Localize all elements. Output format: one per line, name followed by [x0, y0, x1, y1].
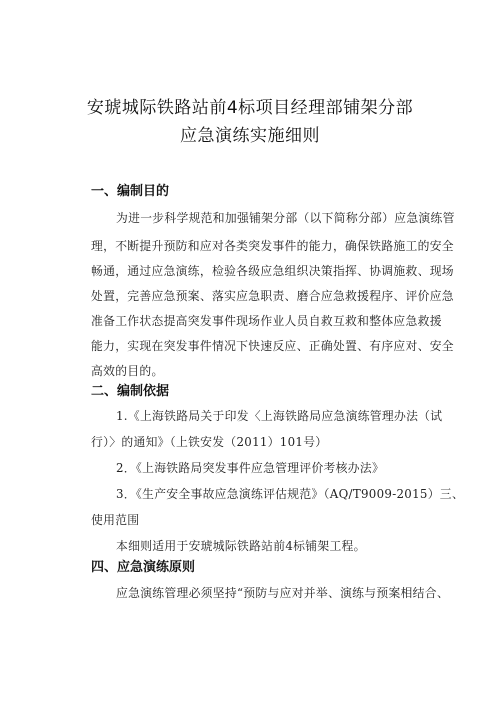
list-item-continuation: 使用范围	[91, 513, 140, 527]
document-title-line-2: 应急演练实施细则	[180, 126, 320, 146]
paragraph-line: 应急演练管理必须坚持“预防与应对并举、演练与预案相结合、	[116, 586, 449, 600]
paragraph-line: 准备工作状态提高突发事件现场作业人员自救互救和整体应急救援	[91, 314, 442, 328]
section-heading-principles: 四、应急演练原则	[91, 560, 196, 575]
paragraph-line: 理，不断提升预防和应对各类突发事件的能力，确保铁路施工的安全	[91, 239, 454, 253]
section-heading-basis: 二、编制依据	[91, 384, 170, 399]
list-item: 3．《生产安全事故应急演练评估规范》（AQ/T9009-2015）三、	[116, 487, 465, 501]
document-title-line-1: 安琥城际铁路站前4标项目经理部铺架分部	[86, 98, 414, 118]
paragraph-line: 畅通，通过应急演练，检验各级应急组织决策指挥、协调施救、现场	[91, 264, 454, 278]
paragraph-line: 处置，完善应急预案、落实应急职责、磨合应急救援程序、评价应急	[91, 289, 454, 303]
list-item: 1.《上海铁路局关于印发〈上海铁路局应急演练管理办法（试	[116, 409, 443, 423]
paragraph-line: 为进一步科学规范和加强铺架分部（以下简称分部）应急演练管	[116, 211, 455, 225]
list-item-continuation: 行）〉的通知》（上铁安发（2011）101号）	[91, 435, 328, 449]
section-heading-purpose: 一、编制目的	[91, 184, 170, 199]
paragraph-line: 本细则适用于安琥城际铁路站前4标铺架工程。	[116, 539, 366, 553]
paragraph-line: 能力，实现在突发事件情况下快速反应、正确处置、有序应对、安全	[91, 339, 454, 353]
list-item: 2．《上海铁路局突发事件应急管理评价考核办法》	[116, 461, 385, 475]
paragraph-line: 高效的目的。	[91, 364, 164, 378]
